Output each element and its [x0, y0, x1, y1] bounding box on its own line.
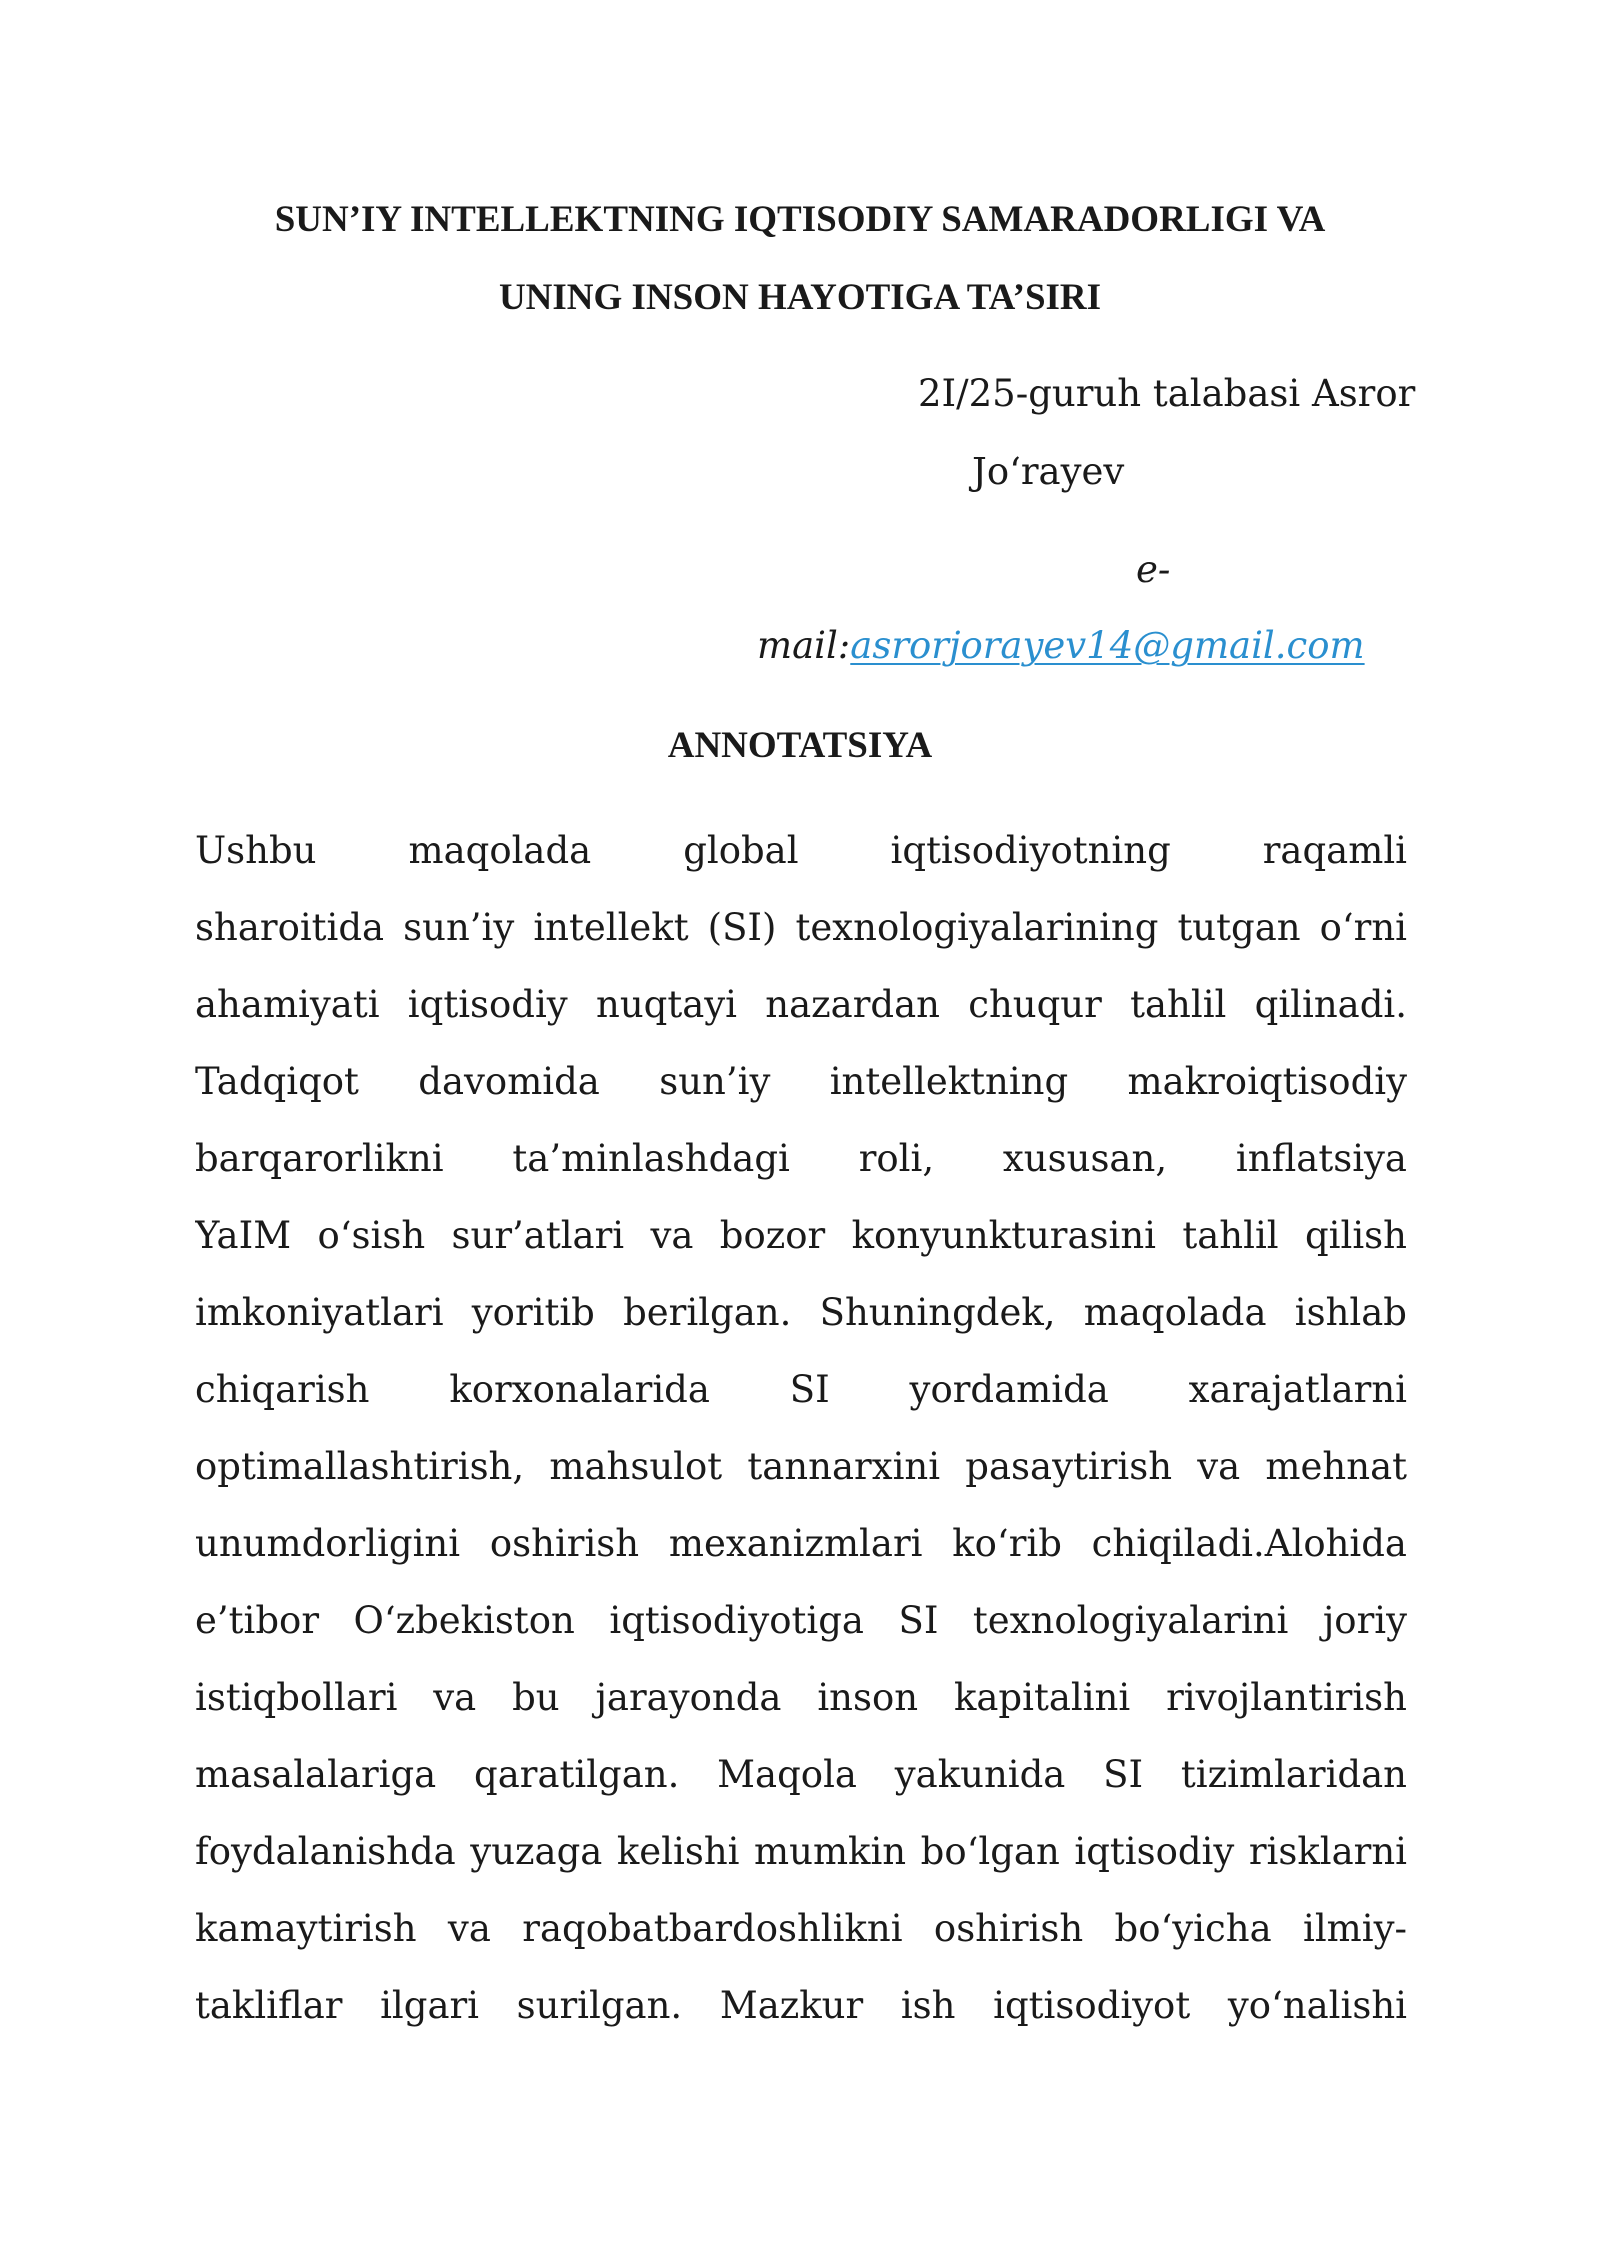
- author-line-2: Jo‘rayev: [972, 450, 1125, 493]
- abstract-line: istiqbollari va bu jarayonda inson kapitalini rivojlantirish: [195, 1676, 1407, 1719]
- abstract-line: kamaytirish va raqobatbardoshlikni oshirish bo‘yicha ilmiy-: [195, 1907, 1407, 1950]
- abstract-line: Tadqiqot davomida sun’iy intellektning makroiqtisodiy: [195, 1060, 1407, 1103]
- abstract-line: chiqarish korxonalarida SI yordamida xarajatlarni: [195, 1368, 1407, 1411]
- abstract-line: e’tibor O‘zbekiston iqtisodiyotiga SI texnologiyalarini joriy: [195, 1599, 1407, 1642]
- abstract-line: Ushbu maqolada global iqtisodiyotning raqamli: [195, 829, 1407, 872]
- abstract-line: YaIM o‘sish sur’atlari va bozor konyunkturasini tahlil qilish: [195, 1214, 1407, 1257]
- paper-title-line-2: UNING INSON HAYOTIGA TA’SIRI: [498, 277, 1102, 318]
- email-line: [757, 624, 1365, 667]
- author-line-1: 2I/25-guruh talabasi Asror: [918, 372, 1416, 415]
- abstract-line: sharoitida sun’iy intellekt (SI) texnologiyalarining tutgan o‘rni: [195, 906, 1407, 949]
- abstract-line: masalalariga qaratilgan. Maqola yakunida SI tizimlaridan: [195, 1753, 1407, 1796]
- abstract-line: barqarorlikni ta’minlashdagi roli, xususan, inflatsiya: [195, 1137, 1407, 1180]
- abstract-line: takliflar ilgari surilgan. Mazkur ish iqtisodiyot yo‘nalishi: [195, 1984, 1407, 2027]
- abstract-line: optimallashtirish, mahsulot tannarxini pasaytirish va mehnat: [195, 1445, 1407, 1488]
- email-link[interactable]: asrorjorayev14@gmail.com: [850, 624, 1365, 667]
- abstract-line: unumdorligini oshirish mexanizmlari ko‘rib chiqiladi.Alohida: [195, 1522, 1407, 1565]
- paper-title-line-1: SUN’IY INTELLEKTNING IQTISODIY SAMARADORLIGI VA: [274, 199, 1326, 240]
- email-label: mail:: [757, 624, 851, 667]
- abstract-line: foydalanishda yuzaga kelishi mumkin bo‘lgan iqtisodiy risklarni: [195, 1830, 1407, 1873]
- abstract-body: [195, 812, 1407, 2044]
- abstract-line: ahamiyati iqtisodiy nuqtayi nazardan chuqur tahlil qilinadi.: [195, 983, 1407, 1026]
- abstract-heading: ANNOTATSIYA: [667, 725, 933, 766]
- abstract-line: imkoniyatlari yoritib berilgan. Shuningdek, maqolada ishlab: [195, 1291, 1407, 1334]
- email-prefix: e-: [1136, 548, 1171, 591]
